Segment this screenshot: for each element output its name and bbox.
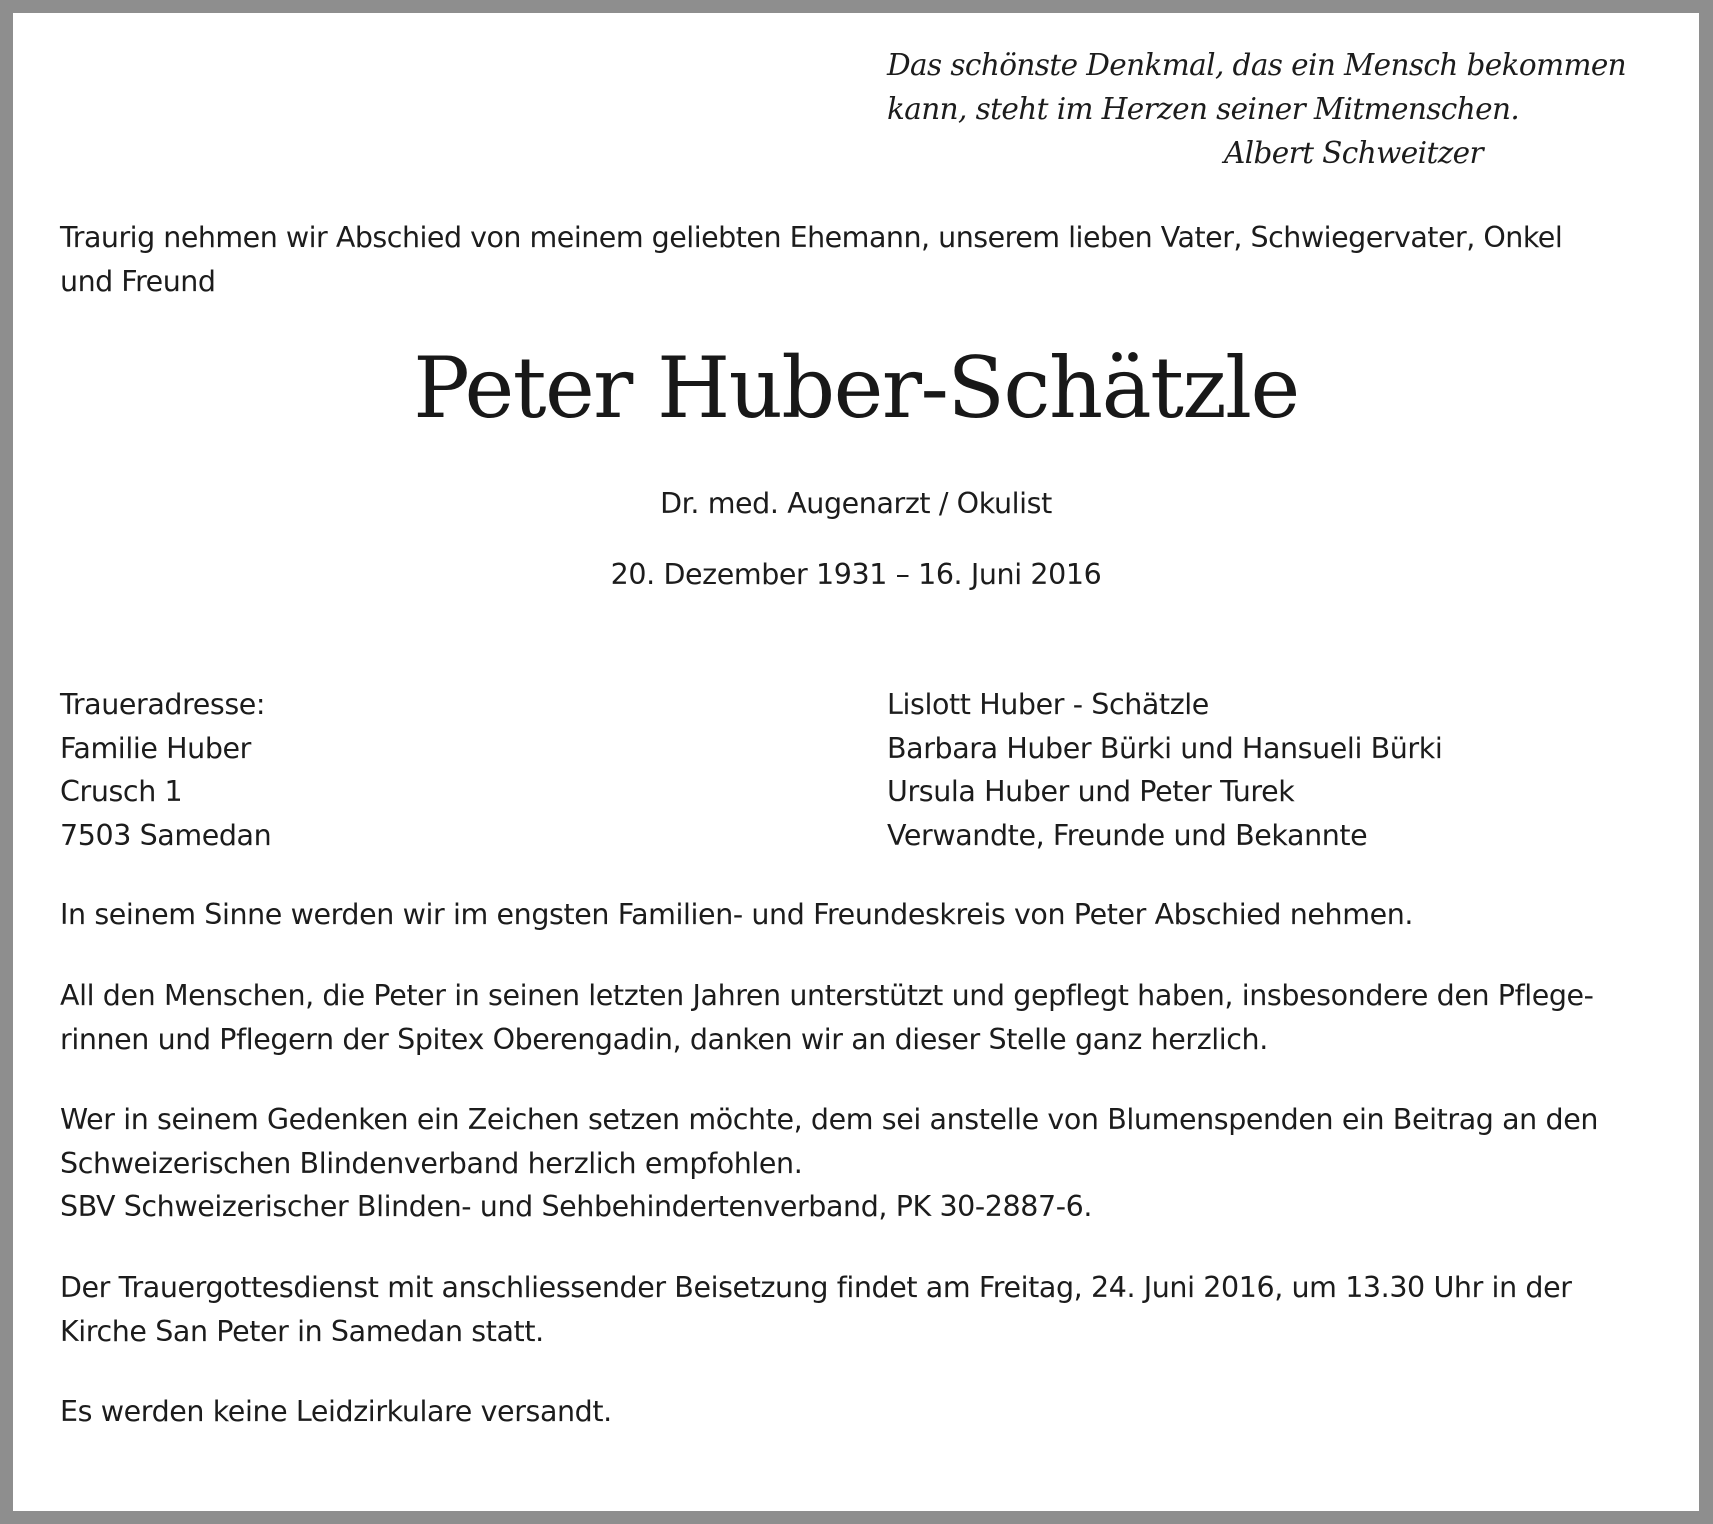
mourner-entry: Verwandte, Freunde und Bekannte [887, 818, 1368, 852]
donation-paragraph [60, 1098, 1675, 1229]
deceased-title: Dr. med. Augenarzt / Okulist [660, 487, 1052, 520]
circulars-paragraph [60, 1390, 1675, 1434]
quote-line: Das schönste Denkmal, das ein Mensch bekommen [887, 48, 1627, 82]
quote-author: Albert Schweitzer [1223, 136, 1483, 170]
paragraph-line: Der Trauergottesdienst mit anschliessender Beisetzung findet am Freitag, 24. Juni 2016, um 13.30 Uhr in der [60, 1271, 1572, 1304]
epigraph-quote [887, 43, 1627, 175]
paragraph-line: In seinem Sinne werden wir im engsten Familien- und Freundeskreis von Peter Abschied nehmen. [60, 898, 1414, 931]
address-line: Crusch 1 [60, 775, 183, 808]
address-line: Familie Huber [60, 731, 251, 765]
thanks-paragraph [60, 974, 1675, 1061]
life-dates: 20. Dezember 1931 – 16. Juni 2016 [610, 558, 1102, 591]
mourner-entry: Lislott Huber - Schätzle [887, 688, 1209, 721]
address-line: 7503 Samedan [60, 818, 272, 852]
paragraph-line: Wer in seinem Gedenken ein Zeichen setzen möchte, dem sei anstelle von Blumenspenden ein Beitrag an den [60, 1103, 1598, 1136]
quote-line: kann, steht im Herzen seiner Mitmenschen. [887, 92, 1520, 126]
intro-line: und Freund [60, 264, 216, 298]
intro-line: Traurig nehmen wir Abschied von meinem geliebten Ehemann, unserem lieben Vater, Schwiegervater, Onkel [60, 221, 1563, 254]
mourner-entry: Barbara Huber Bürki und Hansueli Bürki [887, 731, 1443, 765]
obituary-notice [13, 13, 1699, 1511]
paragraph-line: All den Menschen, die Peter in seinen letzten Jahren unterstützt und gepflegt haben, insbesondere den Pflege- [60, 979, 1594, 1012]
paragraph-line: SBV Schweizerischer Blinden- und Sehbehindertenverband, PK 30-2887-6. [60, 1190, 1092, 1223]
deceased-name: Peter Huber-Schätzle [413, 339, 1299, 437]
paragraph-line: rinnen und Pflegern der Spitex Oberengadin, danken wir an dieser Stelle ganz herzlich. [60, 1022, 1268, 1056]
paragraph-line: Schweizerischen Blindenverband herzlich empfohlen. [60, 1146, 803, 1180]
mourning-address [60, 683, 271, 857]
farewell-paragraph [60, 893, 1675, 937]
mourners-list [887, 683, 1442, 857]
mourner-entry: Ursula Huber und Peter Turek [887, 775, 1295, 808]
intro-text [60, 216, 1670, 303]
paragraph-line: Kirche San Peter in Samedan statt. [60, 1314, 544, 1348]
address-line: Traueradresse: [60, 688, 266, 721]
service-paragraph [60, 1266, 1675, 1353]
paragraph-line: Es werden keine Leidzirkulare versandt. [60, 1395, 612, 1428]
